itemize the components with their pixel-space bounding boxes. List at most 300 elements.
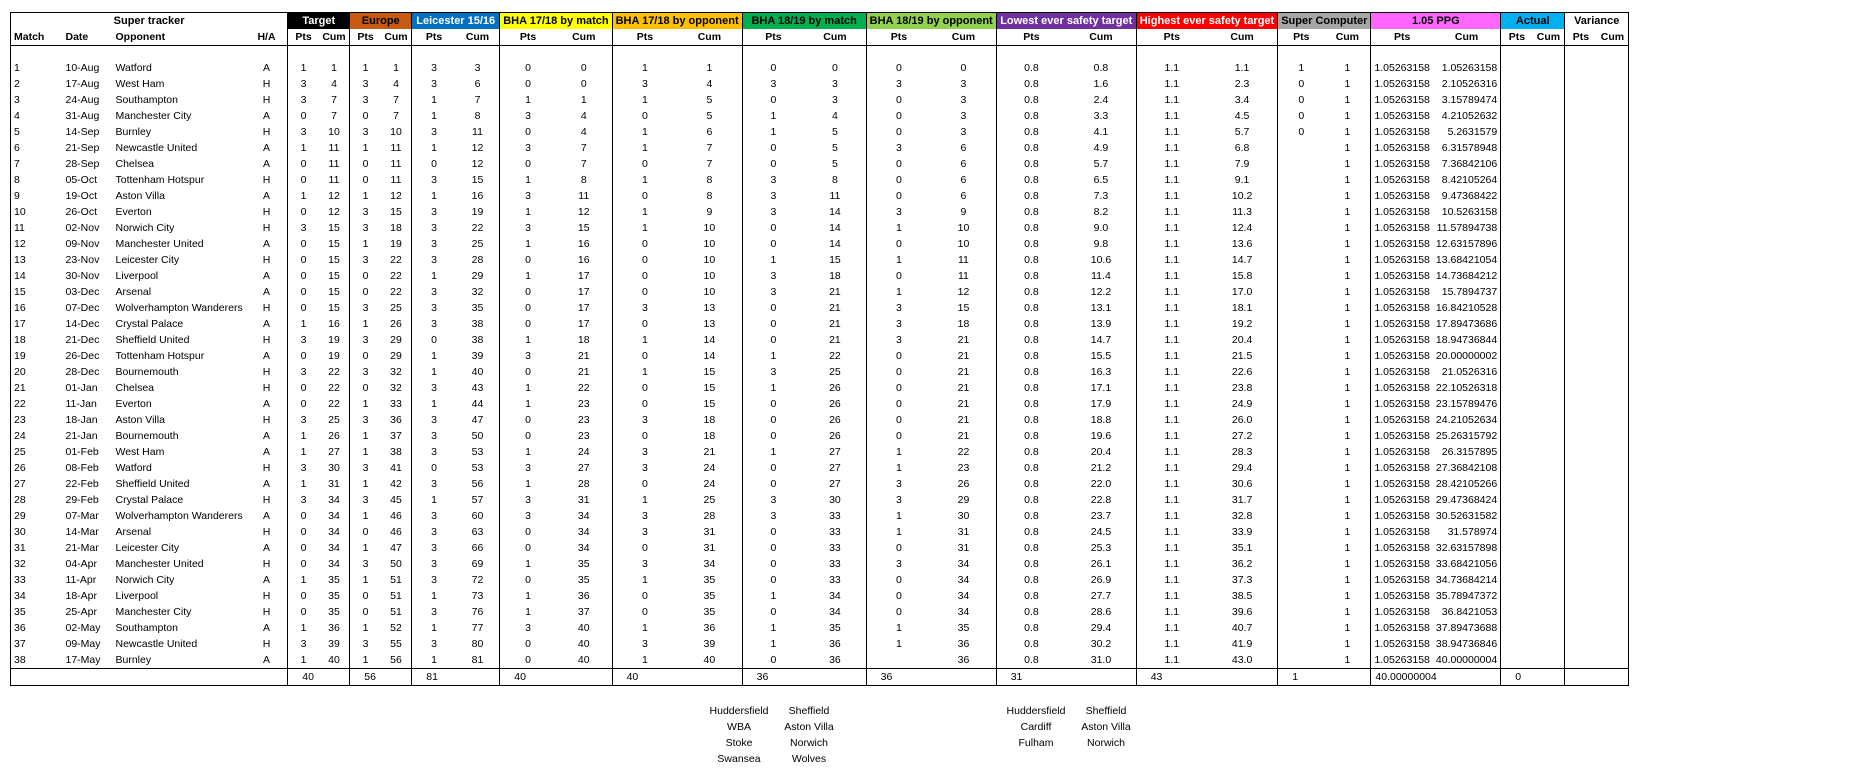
value-cell[interactable]: 22.8 [1090, 494, 1112, 506]
value-cell[interactable]: 12.2 [1090, 286, 1112, 298]
value-cell[interactable]: 23.15789476 [1435, 398, 1498, 410]
value-cell[interactable] [1533, 396, 1565, 412]
value-cell[interactable]: 1 [412, 268, 456, 284]
value-cell[interactable]: 1.1 [1136, 140, 1207, 156]
value-cell[interactable] [1501, 508, 1533, 524]
match-date[interactable]: 14-Dec [65, 318, 100, 330]
match-number[interactable]: 21 [11, 380, 63, 396]
value-cell[interactable] [1501, 108, 1533, 124]
home-away[interactable]: A [262, 622, 270, 634]
value-cell[interactable]: 1 [1344, 382, 1351, 394]
match-date[interactable]: 02-Nov [65, 222, 100, 234]
empty-cell[interactable] [1324, 46, 1371, 61]
value-cell[interactable] [1278, 396, 1325, 412]
value-cell[interactable]: 1 [742, 380, 804, 396]
match-number[interactable]: 18 [11, 332, 63, 348]
value-cell[interactable]: 10.6 [1090, 254, 1112, 266]
value-cell[interactable]: 21 [957, 398, 970, 410]
home-away[interactable]: H [262, 494, 271, 506]
value-cell[interactable]: 5.7 [1234, 126, 1250, 138]
value-cell[interactable]: 34 [957, 606, 970, 618]
match-date[interactable]: 02-May [65, 622, 101, 634]
value-cell[interactable]: 1.1 [1136, 556, 1207, 572]
value-cell[interactable]: 0 [866, 92, 931, 108]
home-away[interactable]: H [262, 94, 271, 106]
value-cell[interactable]: 1.6 [1093, 78, 1109, 90]
match-date[interactable]: 09-Nov [65, 238, 100, 250]
value-cell[interactable] [1565, 636, 1597, 652]
value-cell[interactable]: 1.1 [1136, 316, 1207, 332]
value-cell[interactable]: 4.1 [1093, 126, 1109, 138]
group-header[interactable]: Variance [1565, 13, 1629, 30]
sheet-title[interactable]: Super tracker [11, 13, 288, 30]
match-number[interactable]: 34 [11, 588, 63, 604]
value-cell[interactable]: 3 [350, 556, 381, 572]
value-cell[interactable]: 12.4 [1231, 222, 1253, 234]
value-cell[interactable]: 1 [1344, 478, 1351, 490]
value-cell[interactable]: 1 [1344, 638, 1351, 650]
value-cell[interactable] [1597, 540, 1629, 556]
value-cell[interactable]: 0 [742, 60, 804, 76]
value-cell[interactable]: 16 [577, 254, 590, 266]
value-cell[interactable]: 0 [500, 124, 556, 140]
value-cell[interactable]: 27 [577, 462, 590, 474]
value-cell[interactable]: 1 [1344, 526, 1351, 538]
value-cell[interactable] [1533, 588, 1565, 604]
value-cell[interactable] [1597, 268, 1629, 284]
value-cell[interactable] [1565, 396, 1597, 412]
value-cell[interactable]: 0.8 [996, 556, 1066, 572]
value-cell[interactable]: 3 [960, 94, 967, 106]
home-away[interactable]: A [262, 238, 270, 250]
value-cell[interactable]: 1.05263158 [1371, 604, 1433, 620]
value-cell[interactable]: 35 [328, 606, 340, 618]
value-cell[interactable]: 1 [1344, 462, 1351, 474]
value-cell[interactable]: 0 [866, 156, 931, 172]
value-cell[interactable]: 3 [500, 140, 556, 156]
value-cell[interactable]: 47 [471, 414, 484, 426]
value-cell[interactable]: 1.1 [1136, 252, 1207, 268]
value-cell[interactable]: 0 [612, 252, 677, 268]
empty-cell[interactable] [996, 46, 1066, 61]
value-cell[interactable]: 1 [350, 316, 381, 332]
value-cell[interactable]: 3 [612, 636, 677, 652]
value-cell[interactable]: 10 [390, 126, 402, 138]
value-cell[interactable]: 22 [957, 446, 970, 458]
value-cell[interactable]: 21 [829, 334, 841, 346]
value-cell[interactable]: 0.8 [996, 636, 1066, 652]
value-cell[interactable]: 3 [412, 412, 456, 428]
value-cell[interactable]: 0.8 [996, 524, 1066, 540]
value-cell[interactable]: 0.8 [996, 236, 1066, 252]
value-cell[interactable]: 26 [829, 430, 841, 442]
home-away[interactable]: A [262, 350, 270, 362]
value-cell[interactable]: 0 [500, 428, 556, 444]
value-cell[interactable]: 3 [412, 76, 456, 92]
value-cell[interactable]: 1.05263158 [1371, 124, 1433, 140]
value-cell[interactable]: 10 [703, 222, 716, 234]
value-cell[interactable]: 33 [829, 526, 841, 538]
value-cell[interactable]: 15 [577, 222, 590, 234]
value-cell[interactable]: 0.8 [996, 300, 1066, 316]
value-cell[interactable]: 0 [500, 540, 556, 556]
value-cell[interactable]: 10.2 [1231, 190, 1253, 202]
value-cell[interactable] [1597, 284, 1629, 300]
value-cell[interactable]: 9 [960, 206, 967, 218]
value-cell[interactable]: 1 [500, 204, 556, 220]
value-cell[interactable]: 52 [390, 622, 402, 634]
value-cell[interactable]: 0 [500, 60, 556, 76]
value-cell[interactable]: 36 [577, 590, 590, 602]
value-cell[interactable]: 29.4 [1231, 462, 1253, 474]
value-cell[interactable]: 11 [328, 142, 340, 154]
value-cell[interactable]: 40 [471, 366, 484, 378]
value-cell[interactable]: 3 [412, 204, 456, 220]
value-cell[interactable] [1565, 204, 1597, 220]
value-cell[interactable]: 3 [742, 268, 804, 284]
value-cell[interactable]: 36 [957, 638, 970, 650]
value-cell[interactable]: 0.8 [996, 380, 1066, 396]
empty-cell[interactable] [456, 46, 500, 61]
value-cell[interactable] [1597, 380, 1629, 396]
value-cell[interactable]: 0 [500, 572, 556, 588]
opponent[interactable]: Newcastle United [115, 638, 198, 650]
value-cell[interactable] [1565, 556, 1597, 572]
match-number[interactable]: 16 [11, 300, 63, 316]
value-cell[interactable]: 3 [866, 300, 931, 316]
value-cell[interactable]: 2.3 [1234, 78, 1250, 90]
value-cell[interactable]: 0 [866, 412, 931, 428]
match-date[interactable]: 22-Feb [65, 478, 99, 490]
value-cell[interactable] [1533, 108, 1565, 124]
match-date[interactable]: 26-Oct [65, 206, 98, 218]
opponent[interactable]: Sheffield United [115, 334, 190, 346]
value-cell[interactable] [1501, 156, 1533, 172]
value-cell[interactable]: 21.2 [1090, 462, 1112, 474]
value-cell[interactable]: 32.8 [1231, 510, 1253, 522]
value-cell[interactable]: 24.9 [1231, 398, 1253, 410]
match-date[interactable]: 14-Sep [65, 126, 100, 138]
group-header[interactable]: Target [288, 13, 350, 30]
value-cell[interactable]: 0 [612, 604, 677, 620]
total-cell[interactable]: 36 [866, 669, 996, 686]
value-cell[interactable] [1501, 332, 1533, 348]
col-header-cum[interactable]: Cum [1433, 29, 1501, 46]
value-cell[interactable]: 35 [471, 302, 484, 314]
match-date[interactable]: 28-Dec [65, 366, 100, 378]
value-cell[interactable]: 10 [957, 238, 970, 250]
opponent[interactable]: West Ham [115, 446, 165, 458]
value-cell[interactable]: 14 [703, 350, 716, 362]
value-cell[interactable]: 0 [866, 188, 931, 204]
value-cell[interactable]: 29 [390, 350, 402, 362]
value-cell[interactable]: 22 [390, 254, 402, 266]
value-cell[interactable] [1565, 620, 1597, 636]
value-cell[interactable] [1533, 188, 1565, 204]
value-cell[interactable]: 0.8 [996, 268, 1066, 284]
opponent[interactable]: Bournemouth [115, 366, 179, 378]
value-cell[interactable] [1501, 268, 1533, 284]
match-date[interactable]: 25-Apr [65, 606, 98, 618]
value-cell[interactable]: 1 [500, 92, 556, 108]
value-cell[interactable] [1501, 428, 1533, 444]
value-cell[interactable]: 32.63157898 [1435, 542, 1498, 554]
value-cell[interactable] [1501, 188, 1533, 204]
value-cell[interactable]: 35 [703, 606, 716, 618]
value-cell[interactable]: 1.1 [1136, 620, 1207, 636]
value-cell[interactable]: 40 [703, 654, 716, 666]
empty-cell[interactable] [1501, 46, 1533, 61]
value-cell[interactable]: 12.63157896 [1435, 238, 1498, 250]
value-cell[interactable]: 1.1 [1136, 380, 1207, 396]
value-cell[interactable]: 3 [412, 252, 456, 268]
value-cell[interactable]: 27 [829, 478, 841, 490]
value-cell[interactable]: 1 [500, 604, 556, 620]
value-cell[interactable]: 15 [957, 302, 970, 314]
value-cell[interactable] [866, 652, 931, 669]
value-cell[interactable]: 1.05263158 [1371, 188, 1433, 204]
value-cell[interactable]: 3 [742, 508, 804, 524]
value-cell[interactable]: 1.1 [1136, 572, 1207, 588]
value-cell[interactable]: 1.05263158 [1371, 60, 1433, 76]
value-cell[interactable]: 0 [742, 396, 804, 412]
value-cell[interactable]: 20.00000002 [1435, 350, 1498, 362]
col-header-ha[interactable]: H/A [246, 29, 288, 46]
value-cell[interactable]: 11 [328, 174, 340, 186]
value-cell[interactable] [1278, 364, 1325, 380]
value-cell[interactable]: 0.8 [996, 92, 1066, 108]
home-away[interactable]: H [262, 382, 271, 394]
value-cell[interactable]: 40.7 [1231, 622, 1253, 634]
value-cell[interactable]: 6 [706, 126, 713, 138]
value-cell[interactable]: 0.8 [996, 572, 1066, 588]
value-cell[interactable] [1501, 76, 1533, 92]
value-cell[interactable]: 1 [742, 124, 804, 140]
value-cell[interactable]: 37 [577, 606, 590, 618]
value-cell[interactable]: 5 [831, 158, 838, 170]
match-number[interactable]: 32 [11, 556, 63, 572]
value-cell[interactable]: 30 [328, 462, 340, 474]
value-cell[interactable]: 15 [703, 398, 716, 410]
value-cell[interactable] [1278, 540, 1325, 556]
value-cell[interactable]: 0 [350, 588, 381, 604]
value-cell[interactable]: 1.05263158 [1371, 156, 1433, 172]
value-cell[interactable]: 1.1 [1136, 156, 1207, 172]
empty-cell[interactable] [288, 46, 319, 61]
value-cell[interactable]: 22.0 [1090, 478, 1112, 490]
opponent[interactable]: Sheffield United [115, 478, 190, 490]
value-cell[interactable]: 26 [829, 382, 841, 394]
value-cell[interactable]: 0 [742, 556, 804, 572]
value-cell[interactable]: 1.05263158 [1371, 460, 1433, 476]
value-cell[interactable]: 0 [960, 62, 967, 74]
match-number[interactable]: 13 [11, 252, 63, 268]
value-cell[interactable]: 19.2 [1231, 318, 1253, 330]
value-cell[interactable] [1565, 540, 1597, 556]
opponent[interactable]: Burnley [115, 654, 152, 666]
value-cell[interactable]: 1 [866, 524, 931, 540]
match-number[interactable]: 11 [11, 220, 63, 236]
value-cell[interactable] [1501, 380, 1533, 396]
value-cell[interactable] [1565, 428, 1597, 444]
value-cell[interactable]: 1 [1344, 574, 1351, 586]
value-cell[interactable]: 17 [577, 318, 590, 330]
value-cell[interactable]: 1 [1344, 414, 1351, 426]
value-cell[interactable]: 32 [471, 286, 484, 298]
value-cell[interactable]: 1.1 [1136, 108, 1207, 124]
value-cell[interactable]: 1 [412, 348, 456, 364]
home-away[interactable]: H [262, 206, 271, 218]
value-cell[interactable]: 1 [866, 252, 931, 268]
value-cell[interactable]: 30 [957, 510, 970, 522]
value-cell[interactable] [1533, 444, 1565, 460]
value-cell[interactable]: 0 [500, 316, 556, 332]
home-away[interactable]: H [262, 366, 271, 378]
col-header-cum[interactable]: Cum [556, 29, 612, 46]
match-number[interactable]: 25 [11, 444, 63, 460]
home-away[interactable]: A [262, 654, 270, 666]
value-cell[interactable]: 5.7 [1093, 158, 1109, 170]
match-date[interactable]: 19-Oct [65, 190, 98, 202]
value-cell[interactable]: 3 [960, 78, 967, 90]
value-cell[interactable] [1565, 364, 1597, 380]
value-cell[interactable]: 1 [288, 620, 319, 636]
value-cell[interactable]: 21 [577, 366, 590, 378]
value-cell[interactable]: 1 [612, 60, 677, 76]
match-date[interactable]: 31-Aug [65, 110, 100, 122]
value-cell[interactable]: 10 [703, 238, 716, 250]
total-cell[interactable]: 36 [742, 669, 866, 686]
value-cell[interactable] [1278, 300, 1325, 316]
value-cell[interactable]: 0 [742, 572, 804, 588]
value-cell[interactable]: 1.05263158 [1371, 284, 1433, 300]
value-cell[interactable]: 0 [288, 508, 319, 524]
value-cell[interactable]: 1 [612, 220, 677, 236]
value-cell[interactable]: 1.1 [1136, 284, 1207, 300]
value-cell[interactable]: 25.3 [1090, 542, 1112, 554]
home-away[interactable]: A [262, 446, 270, 458]
value-cell[interactable]: 13.9 [1090, 318, 1112, 330]
value-cell[interactable] [1565, 124, 1597, 140]
value-cell[interactable]: 53 [471, 446, 484, 458]
value-cell[interactable] [1533, 268, 1565, 284]
value-cell[interactable]: 22.10526318 [1435, 382, 1498, 394]
value-cell[interactable]: 34 [328, 542, 340, 554]
value-cell[interactable]: 31.0 [1090, 654, 1112, 666]
value-cell[interactable]: 60 [471, 510, 484, 522]
value-cell[interactable] [1533, 252, 1565, 268]
value-cell[interactable] [1501, 476, 1533, 492]
value-cell[interactable]: 8 [706, 190, 713, 202]
value-cell[interactable] [1533, 540, 1565, 556]
value-cell[interactable]: 3 [866, 140, 931, 156]
value-cell[interactable]: 11 [578, 190, 590, 202]
value-cell[interactable]: 3 [288, 460, 319, 476]
value-cell[interactable]: 35 [957, 622, 970, 634]
value-cell[interactable]: 19 [390, 238, 402, 250]
match-date[interactable]: 28-Sep [65, 158, 100, 170]
value-cell[interactable]: 3 [500, 508, 556, 524]
value-cell[interactable]: 42 [390, 478, 402, 490]
value-cell[interactable]: 6 [960, 142, 967, 154]
value-cell[interactable]: 51 [390, 606, 402, 618]
value-cell[interactable]: 1.1 [1136, 524, 1207, 540]
value-cell[interactable]: 5.2631579 [1447, 126, 1498, 138]
value-cell[interactable]: 1 [1344, 654, 1351, 666]
value-cell[interactable]: 3 [350, 92, 381, 108]
value-cell[interactable]: 3 [742, 76, 804, 92]
value-cell[interactable]: 33 [829, 574, 841, 586]
value-cell[interactable] [1533, 220, 1565, 236]
value-cell[interactable]: 3 [412, 428, 456, 444]
value-cell[interactable]: 3 [866, 332, 931, 348]
empty-cell[interactable] [1371, 46, 1433, 61]
value-cell[interactable]: 81 [471, 654, 484, 666]
value-cell[interactable]: 47 [390, 542, 402, 554]
value-cell[interactable]: 0 [742, 300, 804, 316]
value-cell[interactable] [1501, 604, 1533, 620]
value-cell[interactable]: 1.05263158 [1371, 572, 1433, 588]
value-cell[interactable]: 72 [471, 574, 484, 586]
value-cell[interactable] [1597, 508, 1629, 524]
value-cell[interactable] [1565, 92, 1597, 108]
value-cell[interactable]: 0 [612, 348, 677, 364]
empty-cell[interactable] [63, 46, 113, 61]
value-cell[interactable]: 12 [471, 142, 484, 154]
opponent[interactable]: Chelsea [115, 382, 155, 394]
value-cell[interactable]: 1 [350, 572, 381, 588]
value-cell[interactable]: 1 [1344, 558, 1351, 570]
value-cell[interactable]: 3 [742, 204, 804, 220]
value-cell[interactable]: 0.8 [996, 652, 1066, 669]
value-cell[interactable]: 32 [390, 382, 402, 394]
value-cell[interactable]: 69 [471, 558, 484, 570]
opponent[interactable]: Burnley [115, 126, 152, 138]
empty-cell[interactable] [350, 46, 381, 61]
value-cell[interactable]: 1 [350, 396, 381, 412]
value-cell[interactable]: 1 [1344, 590, 1351, 602]
value-cell[interactable]: 34 [703, 558, 716, 570]
match-number[interactable]: 5 [11, 124, 63, 140]
opponent[interactable]: Tottenham Hotspur [115, 174, 205, 186]
value-cell[interactable]: 0 [742, 428, 804, 444]
value-cell[interactable]: 1.05263158 [1371, 140, 1433, 156]
value-cell[interactable]: 3 [831, 78, 838, 90]
value-cell[interactable]: 1.1 [1136, 460, 1207, 476]
match-date[interactable]: 18-Apr [65, 590, 98, 602]
value-cell[interactable]: 1 [412, 140, 456, 156]
match-date[interactable]: 21-Sep [65, 142, 100, 154]
value-cell[interactable] [1565, 252, 1597, 268]
value-cell[interactable]: 3 [288, 124, 319, 140]
match-date[interactable]: 04-Apr [65, 558, 98, 570]
value-cell[interactable]: 31.7 [1231, 494, 1253, 506]
value-cell[interactable]: 34.73684214 [1435, 574, 1498, 586]
total-cell[interactable]: 40.00000004 [1371, 669, 1501, 686]
value-cell[interactable]: 1 [1344, 606, 1351, 618]
value-cell[interactable] [1501, 348, 1533, 364]
value-cell[interactable]: 0 [742, 412, 804, 428]
match-date[interactable]: 09-May [65, 638, 101, 650]
value-cell[interactable]: 21 [577, 350, 590, 362]
value-cell[interactable]: 0 [742, 460, 804, 476]
value-cell[interactable]: 3 [412, 508, 456, 524]
value-cell[interactable]: 1 [500, 444, 556, 460]
value-cell[interactable]: 3 [500, 492, 556, 508]
value-cell[interactable] [1597, 636, 1629, 652]
value-cell[interactable]: 7 [706, 158, 713, 170]
value-cell[interactable] [1278, 188, 1325, 204]
